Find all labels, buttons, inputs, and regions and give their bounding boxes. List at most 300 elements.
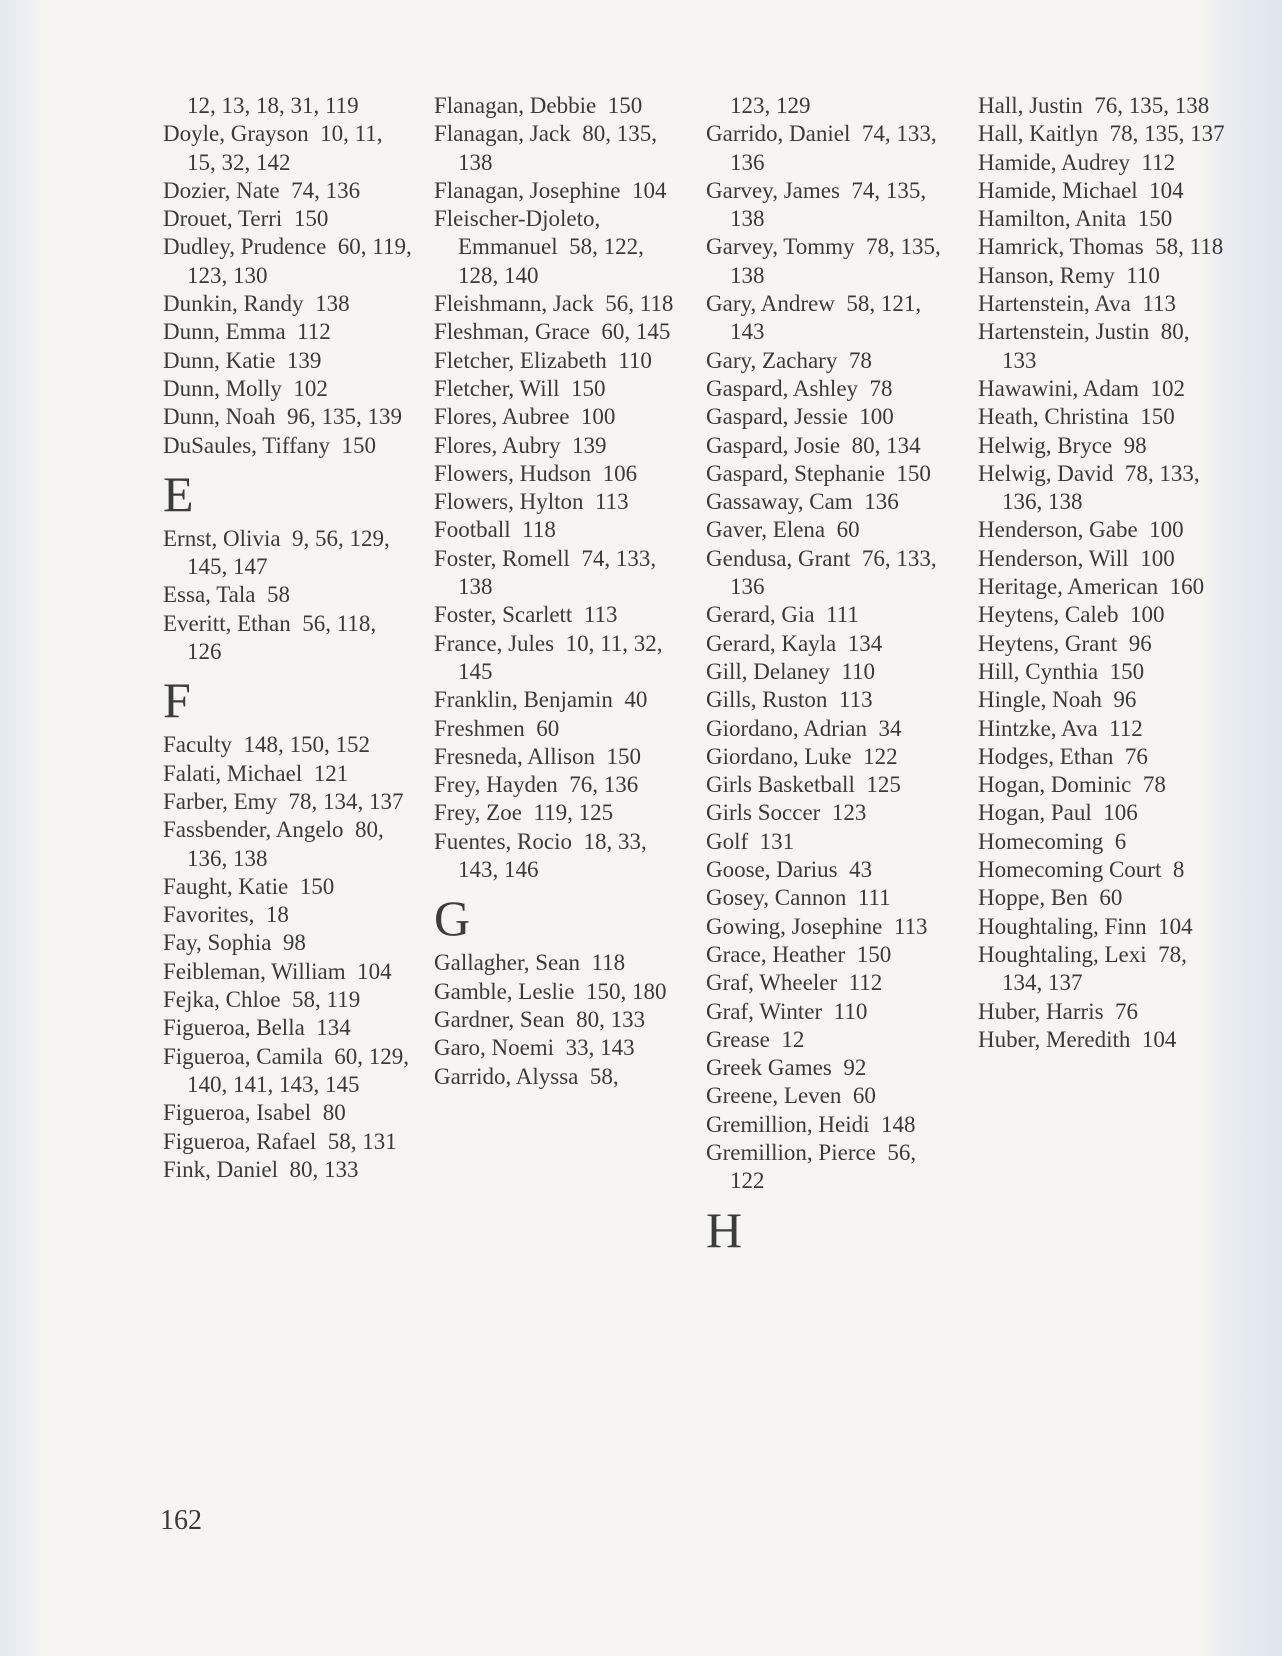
section-letter: G [434, 890, 471, 947]
entry-name: Giordano, Adrian [706, 715, 867, 741]
index-entry [978, 545, 1228, 573]
entry-name: Everitt, Ethan [163, 610, 291, 636]
entry-pages: 10, 11, 15, 32, 142 [187, 121, 383, 175]
entry-name: Gremillion, Pierce [706, 1139, 876, 1165]
entry-name: Foster, Romell [434, 545, 570, 571]
index-entry [706, 460, 956, 488]
index-entry [978, 177, 1228, 205]
page-number: 162 [160, 1505, 202, 1536]
index-entry [163, 375, 413, 403]
index-entry [163, 986, 413, 1014]
entry-pages: 58, 121, 143 [730, 291, 922, 345]
entry-name: Grease [706, 1026, 770, 1052]
entry-pages: 104 [1149, 177, 1184, 203]
index-entry [163, 403, 413, 431]
entry-name: Garrido, Alyssa [434, 1063, 579, 1089]
index-entry [978, 92, 1228, 120]
entry-pages: 118 [522, 517, 556, 543]
index-entry [706, 715, 956, 743]
entry-pages: 8 [1172, 857, 1185, 883]
entry-pages: 150 [607, 93, 643, 118]
index-entry [434, 799, 684, 827]
index-entry [706, 913, 956, 941]
entry-name: Flores, Aubry [434, 432, 561, 458]
entry-pages: 112 [1109, 715, 1143, 741]
index-entry [434, 318, 684, 346]
index-entry [706, 969, 956, 997]
index-entry [978, 771, 1228, 799]
index-entry [163, 1043, 413, 1100]
index-entry [434, 978, 684, 1006]
entry-name: Flowers, Hudson [434, 460, 592, 486]
index-entry [163, 610, 413, 667]
index-entry [163, 233, 413, 290]
entry-name: Flanagan, Jack [434, 121, 571, 147]
entry-pages: 78, 135, 137 [1109, 121, 1225, 147]
entry-name: Gary, Andrew [706, 291, 835, 317]
entry-pages: 138 [315, 291, 350, 317]
entry-name: Figueroa, Isabel [163, 1100, 312, 1126]
index-entry [163, 290, 413, 318]
entry-pages: 56, 118, 126 [187, 610, 377, 665]
entry-name: Dunkin, Randy [163, 291, 304, 317]
entry-name: Houghtaling, Finn [978, 913, 1147, 939]
entry-name: Henderson, Gabe [978, 517, 1138, 543]
entry-pages: 78 [1142, 772, 1166, 798]
entry-pages: 100 [859, 404, 894, 430]
index-entry [434, 949, 684, 977]
entry-name: Helwig, Bryce [978, 432, 1113, 458]
entry-pages: 111 [857, 885, 891, 911]
entry-pages: 78, 134, 137 [288, 788, 404, 814]
entry-name: Hintzke, Ava [978, 715, 1098, 741]
index-entry [163, 432, 413, 460]
entry-pages: 112 [848, 970, 883, 996]
entry-pages: 104 [1141, 1026, 1177, 1052]
index-entry [978, 856, 1228, 884]
entry-pages: 76 [1124, 743, 1148, 769]
entry-pages: 100 [1140, 545, 1175, 571]
entry-pages: 100 [580, 404, 616, 430]
index-entry [163, 958, 413, 986]
entry-pages: 96, 135, 139 [286, 404, 402, 430]
entry-name: Fleischer-Djoleto, Emmanuel [434, 206, 601, 260]
section-letter: F [163, 672, 191, 729]
entry-name: Doyle, Grayson [163, 121, 309, 147]
entry-pages: 150 [341, 432, 376, 458]
entry-pages: 80, 134 [851, 432, 921, 458]
entry-name: Fleishmann, Jack [434, 291, 594, 317]
index-entry [978, 233, 1228, 261]
entry-pages: 74, 133, 136 [730, 121, 937, 175]
entry-pages: 58 [267, 582, 290, 608]
entry-pages: 60 [1099, 885, 1123, 911]
entry-name: Hall, Kaitlyn [978, 121, 1099, 147]
entry-pages: 78, 133, 136, 138 [1002, 460, 1200, 515]
index-entry [163, 318, 413, 346]
entry-pages: 134 [847, 630, 883, 656]
entry-pages: 78 [869, 375, 893, 401]
index-entry [434, 715, 684, 743]
index-entry [706, 601, 956, 629]
entry-name: Gowing, Josephine [706, 913, 883, 939]
entry-name: Giordano, Luke [706, 743, 852, 769]
entry-name: Dozier, Nate [163, 177, 280, 203]
entry-name: Farber, Emy [163, 788, 278, 814]
entry-pages: 60, 145 [601, 319, 671, 345]
entry-name: Gaspard, Stephanie [706, 460, 885, 486]
entry-pages: 139 [286, 347, 322, 373]
index-entry [978, 941, 1228, 998]
entry-name: Foster, Scarlett [434, 602, 573, 628]
entry-pages: 125 [866, 772, 901, 798]
entry-pages: 74, 133, 138 [458, 545, 657, 600]
index-entry [978, 262, 1228, 290]
index-entry [978, 290, 1228, 318]
index-entry [706, 120, 956, 177]
entry-pages: 110 [618, 347, 652, 373]
entry-name: Garo, Noemi [434, 1035, 555, 1061]
entry-name: Heritage, American [978, 574, 1159, 600]
index-continuation: 12, 13, 18, 31, 119 [187, 93, 359, 118]
entry-pages: 10, 11, 32, 145 [458, 630, 663, 684]
entry-name: Hanson, Remy [978, 262, 1115, 288]
entry-pages: 139 [572, 432, 607, 458]
entry-name: Ernst, Olivia [163, 525, 281, 551]
index-entry [706, 233, 956, 290]
entry-pages: 6 [1114, 828, 1127, 854]
entry-name: Homecoming Court [978, 857, 1162, 883]
index-entry [434, 601, 684, 629]
entry-pages: 106 [1103, 800, 1138, 826]
entry-pages: 80, 133 [1002, 319, 1190, 373]
entry-name: Helwig, David [978, 460, 1114, 486]
index-entry [978, 403, 1228, 431]
entry-name: Hamrick, Thomas [978, 234, 1144, 260]
entry-name: Heytens, Grant [978, 630, 1118, 656]
index-entry [434, 488, 684, 516]
index-entry [978, 318, 1228, 375]
entry-pages: 121 [313, 760, 349, 786]
index-entry [163, 1014, 413, 1042]
entry-name: Figueroa, Rafael [163, 1128, 317, 1154]
entry-pages: 58, 122, 128, 140 [458, 234, 644, 288]
entry-name: Homecoming [978, 828, 1104, 854]
entry-pages: 92 [843, 1055, 867, 1081]
index-entry [163, 788, 413, 816]
index-entry [434, 375, 684, 403]
entry-pages: 111 [826, 602, 859, 628]
entry-pages: 122 [863, 743, 898, 769]
index-entry [434, 516, 684, 544]
entry-name: Football [434, 517, 511, 543]
entry-name: Grace, Heather [706, 941, 846, 967]
entry-pages: 113 [893, 913, 928, 939]
entry-pages: 150 [293, 206, 329, 232]
index-entry [163, 901, 413, 929]
entry-name: Hoppe, Ben [978, 885, 1088, 911]
index-entry [434, 177, 684, 205]
index-entry [978, 601, 1228, 629]
entry-name: Essa, Tala [163, 582, 256, 608]
entry-name: Garvey, Tommy [706, 234, 855, 260]
entry-pages: 104 [1158, 913, 1193, 939]
entry-pages: 100 [1149, 517, 1184, 543]
entry-name: Gaver, Elena [706, 517, 826, 543]
entry-name: Golf [706, 828, 749, 854]
entry-pages: 58, 131 [327, 1128, 397, 1154]
index-entry [706, 686, 956, 714]
entry-name: Fletcher, Will [434, 375, 560, 401]
index-entry [163, 581, 413, 609]
entry-name: Greene, Leven [706, 1083, 842, 1109]
entry-pages: 74, 136 [291, 177, 361, 203]
entry-name: Franklin, Benjamin [434, 687, 613, 713]
index-entry [978, 998, 1228, 1026]
entry-pages: 43 [849, 857, 873, 883]
entry-pages: 56, 122 [730, 1139, 917, 1194]
entry-pages: 150, 180 [586, 978, 667, 1004]
index-continuation: 123, 129 [730, 93, 811, 118]
index-column-3 [706, 92, 956, 1261]
entry-name: Faught, Katie [163, 873, 289, 899]
entry-name: Dudley, Prudence [163, 234, 327, 260]
entry-pages: 60 [536, 715, 560, 741]
index-entry [706, 545, 956, 602]
entry-pages: 78, 134, 137 [1002, 941, 1187, 996]
entry-name: Figueroa, Bella [163, 1015, 305, 1041]
entry-pages: 18, 33, 143, 146 [458, 828, 647, 883]
entry-pages: 60, 129, 140, 141, 143, 145 [187, 1043, 409, 1097]
entry-name: Graf, Winter [706, 998, 823, 1024]
index-entry [706, 1026, 956, 1054]
index-entry [706, 290, 956, 347]
entry-name: Hawawini, Adam [978, 375, 1139, 401]
index-entry [706, 347, 956, 375]
entry-name: Flores, Aubree [434, 404, 570, 430]
entry-pages: 150 [1140, 404, 1175, 430]
entry-name: Houghtaling, Lexi [978, 941, 1147, 967]
entry-name: Hamilton, Anita [978, 206, 1127, 232]
index-entry [163, 1099, 413, 1127]
entry-pages: 113 [1142, 291, 1177, 317]
entry-pages: 40 [624, 687, 648, 713]
entry-name: Gerard, Kayla [706, 630, 837, 656]
index-entry [978, 715, 1228, 743]
index-entry [706, 403, 956, 431]
entry-name: Fleshman, Grace [434, 319, 590, 345]
entry-name: Frey, Hayden [434, 772, 558, 798]
entry-name: Gardner, Sean [434, 1006, 565, 1032]
index-entry [163, 929, 413, 957]
index-entry [706, 884, 956, 912]
index-entry [978, 884, 1228, 912]
index-entry [434, 1006, 684, 1034]
entry-pages: 150 [570, 375, 606, 401]
entry-name: Dunn, Molly [163, 375, 282, 401]
entry-pages: 60 [836, 517, 860, 543]
entry-pages: 113 [838, 687, 873, 713]
entry-name: Dunn, Katie [163, 347, 276, 373]
entry-name: Gills, Ruston [706, 687, 828, 713]
entry-name: Frey, Zoe [434, 800, 522, 826]
index-entry [706, 828, 956, 856]
entry-pages: 98 [282, 930, 306, 956]
entry-name: Gill, Delaney [706, 658, 830, 684]
index-entry [706, 375, 956, 403]
entry-pages: 34 [878, 715, 902, 741]
index-entry [706, 658, 956, 686]
entry-pages: 80, 135, 138 [458, 121, 657, 175]
entry-pages: 9, 56, 129, 145, 147 [187, 525, 390, 580]
index-entry [978, 516, 1228, 544]
entry-pages: 78 [848, 347, 872, 373]
index-entry [434, 92, 684, 120]
entry-pages: 96 [1113, 687, 1137, 713]
entry-pages: 58, 118 [1155, 234, 1224, 260]
entry-pages: 110 [841, 658, 876, 684]
entry-name: Huber, Meredith [978, 1026, 1131, 1052]
entry-name: Hamide, Audrey [978, 149, 1131, 175]
entry-pages: 150 [606, 743, 641, 769]
index-entry [434, 630, 684, 687]
index-entry [434, 828, 684, 885]
entry-name: Hartenstein, Justin [978, 319, 1150, 345]
index-entry [978, 432, 1228, 460]
entry-pages: 148, 150, 152 [243, 732, 370, 758]
entry-name: Fejka, Chloe [163, 987, 281, 1013]
index-entry [978, 573, 1228, 601]
entry-name: Hamide, Michael [978, 177, 1138, 203]
entry-name: Dunn, Emma [163, 319, 286, 345]
entry-pages: 12 [781, 1026, 805, 1052]
index-entry [163, 873, 413, 901]
entry-name: Fresneda, Allison [434, 743, 595, 769]
entry-name: Gaspard, Jessie [706, 404, 848, 430]
entry-pages: 98 [1123, 432, 1147, 458]
index-entry [434, 460, 684, 488]
index-entry [434, 432, 684, 460]
entry-name: Figueroa, Camila [163, 1043, 323, 1069]
index-column-4 [978, 92, 1228, 1054]
entry-name: Hill, Cynthia [978, 658, 1099, 684]
entry-pages: 80, 133 [289, 1156, 359, 1182]
entry-pages: 60 [852, 1083, 876, 1109]
entry-name: Gosey, Cannon [706, 885, 847, 911]
index-entry [434, 120, 684, 177]
entry-name: Freshmen [434, 715, 525, 741]
entry-pages: 150 [1109, 658, 1145, 684]
entry-pages: 113 [583, 602, 618, 628]
entry-name: Hingle, Noah [978, 687, 1102, 713]
section-letter: H [706, 1201, 743, 1258]
index-entry [434, 403, 684, 431]
entry-pages: 150 [856, 941, 892, 967]
section-letter: E [163, 465, 194, 522]
entry-name: Goose, Darius [706, 857, 838, 883]
entry-name: Flanagan, Debbie [434, 93, 597, 118]
entry-name: France, Jules [434, 630, 555, 656]
entry-pages: 102 [1150, 375, 1185, 401]
index-column-1 [163, 92, 413, 1184]
entry-pages: 80 [322, 1100, 346, 1126]
entry-pages: 112 [1141, 149, 1176, 175]
entry-pages: 102 [293, 375, 328, 401]
entry-name: Gary, Zachary [706, 347, 838, 373]
index-entry [978, 375, 1228, 403]
entry-name: Fuentes, Rocio [434, 828, 572, 854]
index-entry [978, 120, 1228, 148]
entry-name: Henderson, Will [978, 545, 1129, 571]
entry-name: Gaspard, Ashley [706, 375, 859, 401]
index-entry [434, 743, 684, 771]
entry-pages: 134 [316, 1015, 351, 1041]
index-entry [163, 205, 413, 233]
entry-name: Graf, Wheeler [706, 970, 838, 996]
entry-pages: 80, 136, 138 [187, 817, 384, 871]
entry-name: Dunn, Noah [163, 404, 276, 430]
entry-pages: 76, 133, 136 [730, 545, 937, 600]
entry-name: Hodges, Ethan [978, 743, 1114, 769]
entry-name: Fink, Daniel [163, 1156, 278, 1182]
entry-name: Heytens, Caleb [978, 602, 1119, 628]
index-entry [706, 771, 956, 799]
entry-name: Garvey, James [706, 177, 840, 203]
entry-name: Gerard, Gia [706, 602, 815, 628]
entry-pages: 150 [299, 873, 335, 899]
entry-pages: 76 [1115, 998, 1139, 1024]
index-entry [978, 658, 1228, 686]
index-entry [706, 488, 956, 516]
index-entry [978, 828, 1228, 856]
entry-pages: 110 [833, 998, 868, 1024]
index-entry [978, 686, 1228, 714]
index-column-2 [434, 92, 684, 1091]
entry-pages: 110 [1126, 262, 1160, 288]
entry-name: Drouet, Terri [163, 206, 283, 232]
index-entry [978, 460, 1228, 517]
index-entry [706, 1139, 956, 1196]
entry-name: Gremillion, Heidi [706, 1111, 870, 1137]
entry-pages: 150 [1137, 206, 1173, 232]
index-entry [434, 290, 684, 318]
entry-name: Gamble, Leslie [434, 978, 575, 1004]
entry-pages: 150 [896, 460, 931, 486]
entry-name: Huber, Harris [978, 998, 1104, 1024]
entry-pages: 80, 133 [576, 1006, 646, 1032]
index-entry [163, 177, 413, 205]
entry-pages: 74, 135, 138 [730, 177, 927, 232]
index-entry [706, 1082, 956, 1110]
index-entry [163, 1128, 413, 1156]
entry-name: Hartenstein, Ava [978, 291, 1131, 317]
entry-name: Garrido, Daniel [706, 121, 851, 147]
entry-name: Hall, Justin [978, 93, 1083, 118]
entry-name: Hogan, Paul [978, 800, 1092, 826]
entry-name: Greek Games [706, 1055, 832, 1081]
index-entry [163, 731, 413, 759]
entry-pages: 148 [881, 1111, 916, 1137]
entry-pages: 18 [265, 902, 289, 928]
entry-name: Fassbender, Angelo [163, 817, 344, 843]
index-entry [434, 1034, 684, 1062]
entry-pages: 96 [1128, 630, 1152, 656]
entry-pages: 160 [1169, 574, 1205, 600]
index-entry [434, 205, 684, 290]
index-entry [706, 1054, 956, 1082]
entry-name: Gallagher, Sean [434, 950, 580, 976]
index-entry [978, 630, 1228, 658]
